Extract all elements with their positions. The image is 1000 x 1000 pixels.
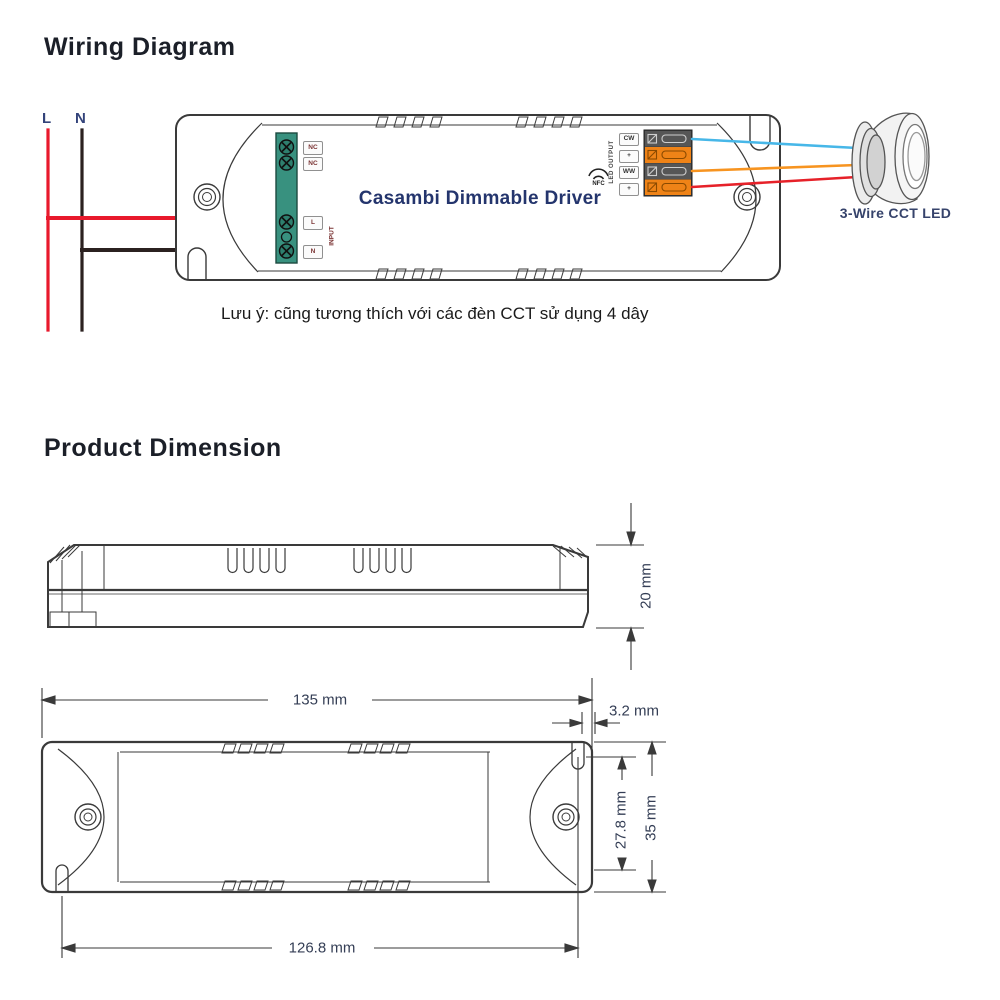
dimension-length-label: 135 mm bbox=[292, 691, 348, 709]
side-view-graphic bbox=[48, 545, 589, 627]
input-terminal-block-graphic bbox=[276, 133, 297, 263]
led-module-label: 3-Wire CCT LED bbox=[839, 205, 952, 221]
terminal-label-ww: WW bbox=[619, 166, 639, 179]
dimension-tab-label: 3.2 mm bbox=[608, 702, 660, 720]
top-view-graphic bbox=[42, 742, 592, 892]
wiring-title: Wiring Diagram bbox=[44, 33, 236, 61]
neutral-wire-label: N bbox=[75, 110, 86, 127]
terminal-label-cw: CW bbox=[619, 133, 639, 146]
dimension-overall-width-label: 35 mm bbox=[642, 795, 660, 841]
input-group-label: INPUT bbox=[328, 226, 336, 246]
live-wire-label: L bbox=[42, 110, 52, 127]
device-label: Casambi Dimmable Driver bbox=[358, 188, 602, 209]
nfc-label: NFC bbox=[592, 181, 605, 187]
terminal-label-nc-1: NC bbox=[303, 141, 323, 155]
output-terminal-block-graphic bbox=[644, 130, 692, 196]
dimension-body-width-label: 27.8 mm bbox=[612, 790, 630, 850]
dimension-mounting-distance-label: 126.8 mm bbox=[288, 939, 356, 957]
terminal-label-plus-1: + bbox=[619, 150, 639, 163]
terminal-label-n: N bbox=[303, 245, 323, 259]
terminal-label-nc-2: NC bbox=[303, 157, 323, 171]
compatibility-note: Lưu ý: cũng tương thích với các đèn CCT sử dụng 4 dây bbox=[221, 304, 649, 323]
dimension-title: Product Dimension bbox=[44, 434, 282, 462]
led-module-graphic bbox=[852, 113, 929, 204]
terminal-label-l: L bbox=[303, 216, 323, 230]
dimension-height-label: 20 mm bbox=[637, 563, 655, 609]
terminal-label-plus-2: + bbox=[619, 183, 639, 196]
led-output-group-label: LED OUTPUT bbox=[609, 140, 615, 184]
